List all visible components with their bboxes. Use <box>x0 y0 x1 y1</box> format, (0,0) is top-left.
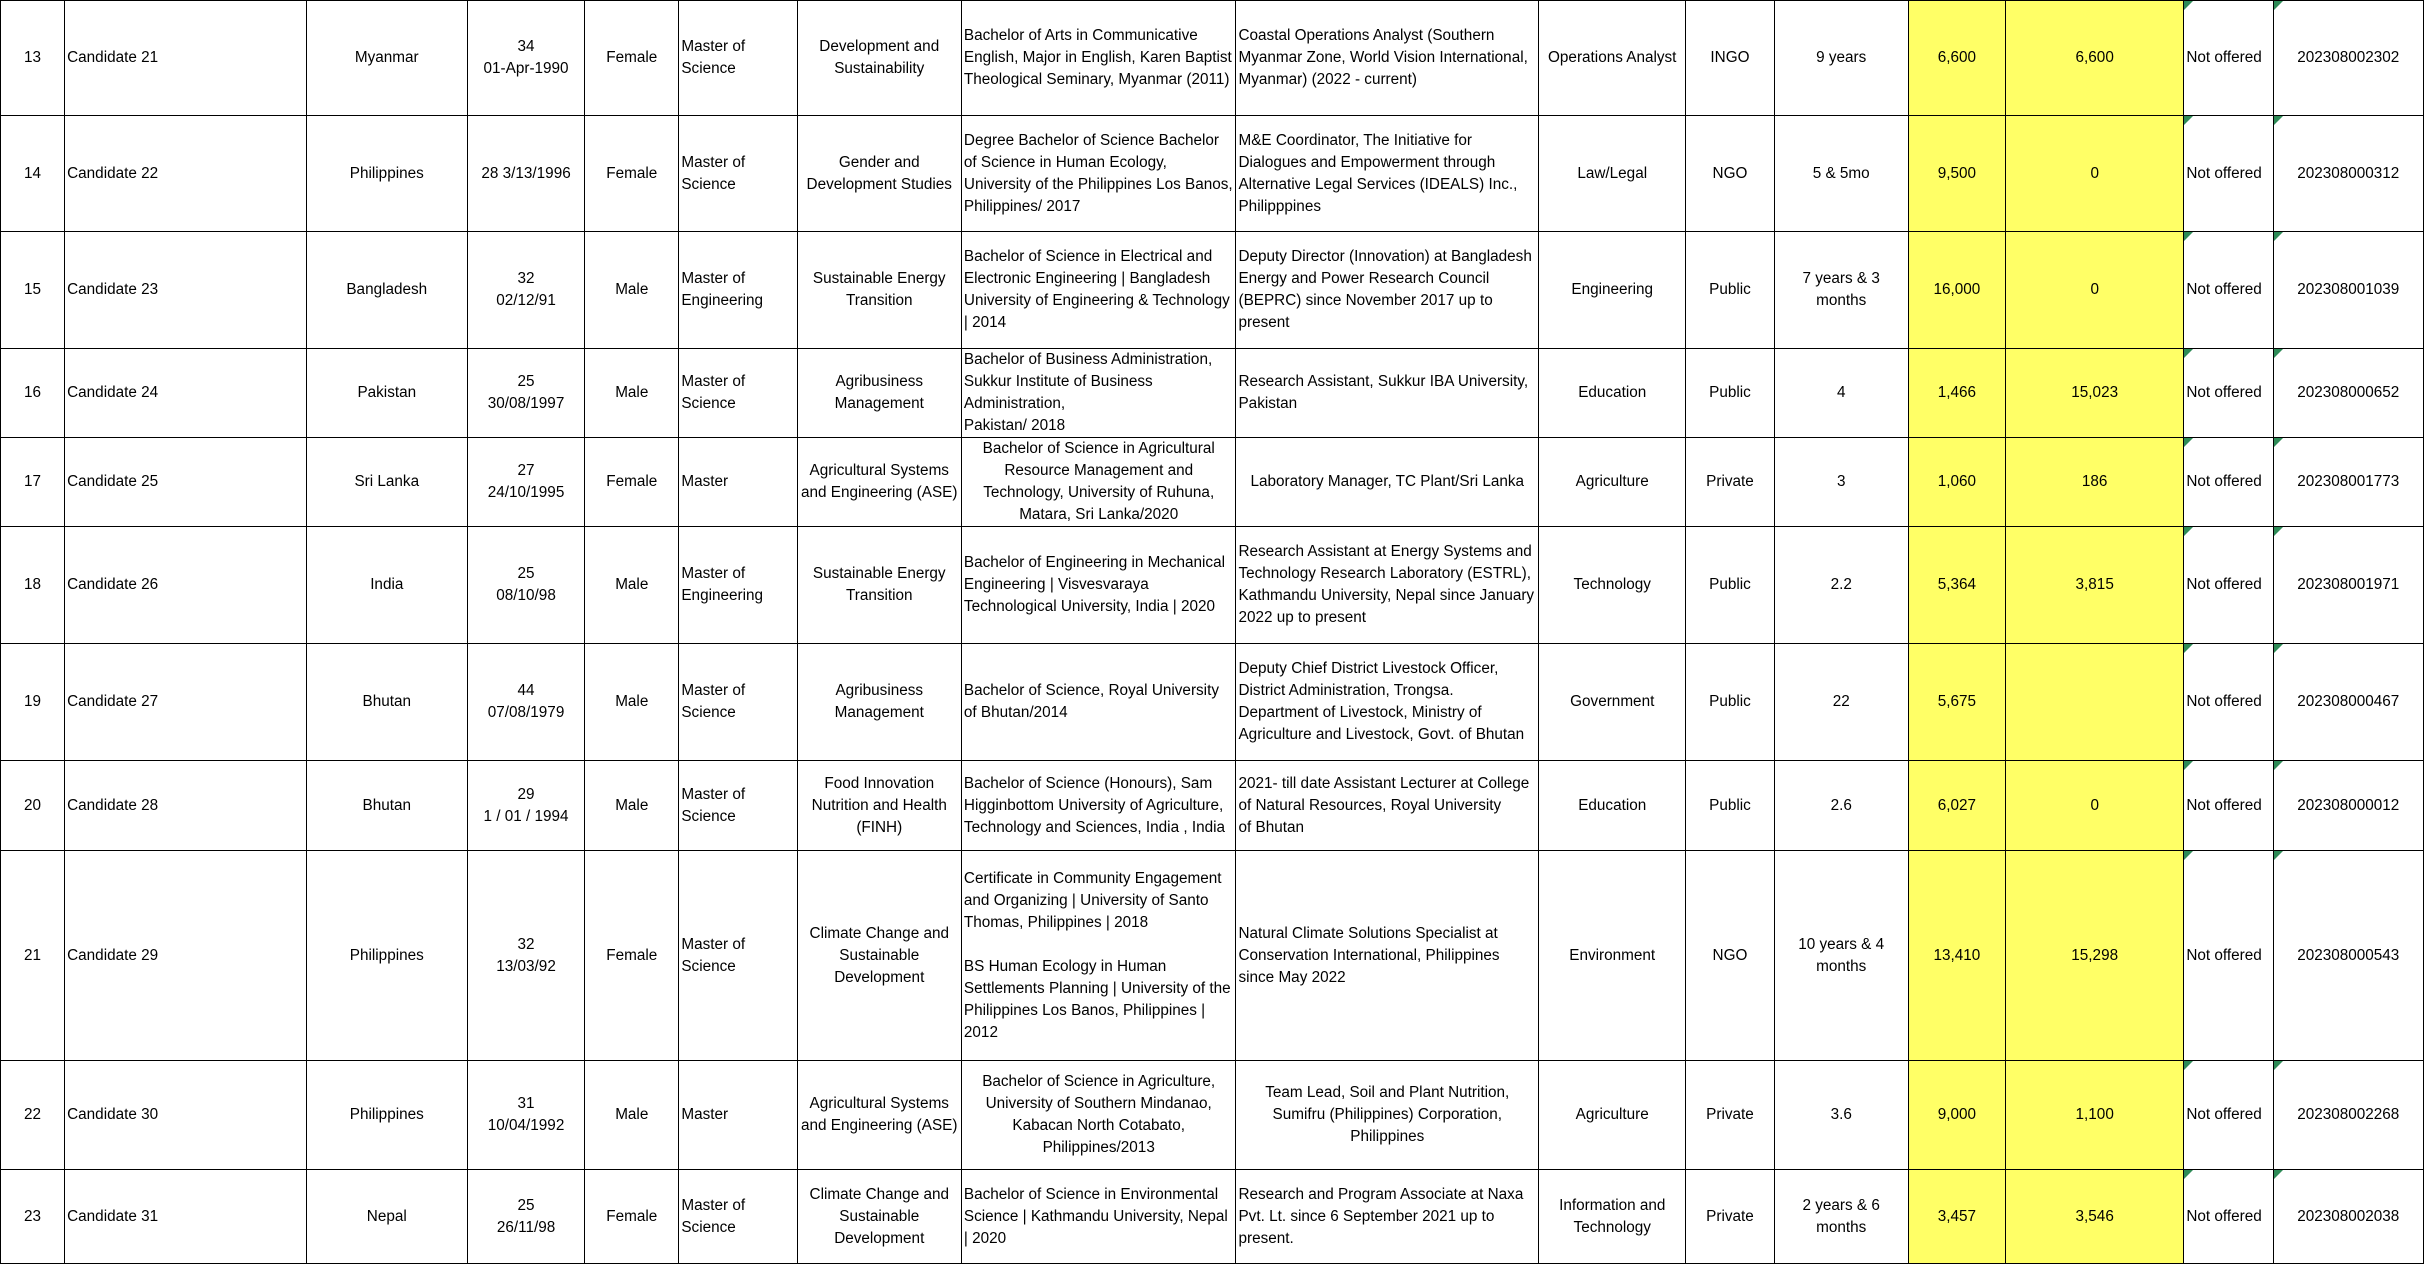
degree-cell[interactable]: Master of Science <box>679 761 797 851</box>
degree-cell[interactable]: Master of Science <box>679 116 797 232</box>
education-cell[interactable]: Bachelor of Science in Agricultural Resource Management and Technology, University of Ruhuna, Matara, Sri Lanka/2020 <box>961 438 1236 527</box>
amount1-cell[interactable]: 3,457 <box>1908 1170 2005 1264</box>
table-row <box>1 1170 2424 1264</box>
education-cell[interactable]: Bachelor of Science in Environmental Science | Kathmandu University, Nepal | 2020 <box>961 1170 1236 1264</box>
org-type-cell[interactable]: NGO <box>1686 116 1774 232</box>
program-cell[interactable]: Development and Sustainability <box>797 1 961 116</box>
degree-cell[interactable]: Master of Science <box>679 1170 797 1264</box>
position-cell[interactable]: Natural Climate Solutions Specialist at Conservation International, Philippines since May 2022 <box>1236 851 1539 1061</box>
position-cell[interactable]: Research and Program Associate at Naxa Pvt. Lt. since 6 September 2021 up to present. <box>1236 1170 1539 1264</box>
sector-cell[interactable]: Education <box>1539 349 1686 438</box>
status-cell[interactable]: Not offered <box>2184 116 2273 232</box>
amount2-cell[interactable]: 0 <box>2006 116 2184 232</box>
degree-cell[interactable]: Master of Science <box>679 644 797 761</box>
amount1-cell[interactable]: 1,466 <box>1908 349 2005 438</box>
sector-cell[interactable]: Engineering <box>1539 232 1686 349</box>
age-dob-cell[interactable]: 31 10/04/1992 <box>467 1061 584 1170</box>
status-cell[interactable]: Not offered <box>2184 761 2273 851</box>
experience-cell[interactable]: 2.6 <box>1774 761 1908 851</box>
position-cell[interactable]: Deputy Director (Innovation) at Bangladesh Energy and Power Research Council (BEPRC) since November 2017 up to present <box>1236 232 1539 349</box>
candidate-name-cell[interactable]: Candidate 27 <box>65 644 306 761</box>
position-cell[interactable]: M&E Coordinator, The Initiative for Dialogues and Empowerment through Alternative Legal Services (IDEALS) Inc., Philipppines <box>1236 116 1539 232</box>
education-cell[interactable]: Certificate in Community Engagement and Organizing | University of Santo Thomas, Philippines | 2018 BS Human Ecology in Human Settlements Planning | University of the Philippines Los Banos, Philippines | 2012 <box>961 851 1236 1061</box>
gender-cell[interactable]: Female <box>585 1170 679 1264</box>
country-cell[interactable]: Philippines <box>306 851 467 1061</box>
org-type-cell[interactable]: NGO <box>1686 851 1774 1061</box>
age-dob-cell[interactable]: 27 24/10/1995 <box>467 438 584 527</box>
age-dob-cell[interactable]: 25 30/08/1997 <box>467 349 584 438</box>
application-id-cell[interactable]: 202308000012 <box>2273 761 2423 851</box>
org-type-cell[interactable]: Public <box>1686 232 1774 349</box>
position-cell[interactable]: Laboratory Manager, TC Plant/Sri Lanka <box>1236 438 1539 527</box>
table-row <box>1 1 2424 116</box>
age-dob-cell[interactable]: 32 13/03/92 <box>467 851 584 1061</box>
candidate-name-cell[interactable]: Candidate 24 <box>65 349 306 438</box>
amount1-cell[interactable]: 6,600 <box>1908 1 2005 116</box>
status-cell[interactable]: Not offered <box>2184 1 2273 116</box>
amount1-cell[interactable]: 16,000 <box>1908 232 2005 349</box>
sector-cell[interactable]: Technology <box>1539 527 1686 644</box>
country-cell[interactable]: Bangladesh <box>306 232 467 349</box>
position-cell[interactable]: Research Assistant at Energy Systems and Technology Research Laboratory (ESTRL), Kathmandu University, Nepal since January 2022 up to present <box>1236 527 1539 644</box>
table-row <box>1 1061 2424 1170</box>
gender-cell[interactable]: Female <box>585 851 679 1061</box>
application-id-cell[interactable]: 202308000543 <box>2273 851 2423 1061</box>
experience-cell[interactable]: 9 years <box>1774 1 1908 116</box>
amount2-cell[interactable]: 0 <box>2006 232 2184 349</box>
degree-cell[interactable]: Master of Engineering <box>679 232 797 349</box>
table-row <box>1 851 2424 1061</box>
status-cell[interactable]: Not offered <box>2184 1061 2273 1170</box>
org-type-cell[interactable]: Public <box>1686 527 1774 644</box>
org-type-cell[interactable]: Private <box>1686 1170 1774 1264</box>
age-dob-cell[interactable]: 32 02/12/91 <box>467 232 584 349</box>
amount1-cell[interactable]: 13,410 <box>1908 851 2005 1061</box>
degree-cell[interactable]: Master of Science <box>679 1 797 116</box>
application-id-cell[interactable]: 202308002038 <box>2273 1170 2423 1264</box>
row-number-cell[interactable]: 14 <box>1 116 65 232</box>
table-row <box>1 761 2424 851</box>
age-dob-cell[interactable]: 25 08/10/98 <box>467 527 584 644</box>
candidate-name-cell[interactable]: Candidate 26 <box>65 527 306 644</box>
table-body <box>1 1 2424 1264</box>
application-id-cell[interactable]: 202308000652 <box>2273 349 2423 438</box>
row-number-cell[interactable]: 13 <box>1 1 65 116</box>
sector-cell[interactable]: Government <box>1539 644 1686 761</box>
amount2-cell[interactable]: 186 <box>2006 438 2184 527</box>
status-cell[interactable]: Not offered <box>2184 438 2273 527</box>
org-type-cell[interactable]: INGO <box>1686 1 1774 116</box>
table-row <box>1 349 2424 438</box>
degree-cell[interactable]: Master <box>679 438 797 527</box>
amount1-cell[interactable]: 9,500 <box>1908 116 2005 232</box>
gender-cell[interactable]: Female <box>585 1 679 116</box>
program-cell[interactable]: Gender and Development Studies <box>797 116 961 232</box>
experience-cell[interactable]: 7 years & 3 months <box>1774 232 1908 349</box>
application-id-cell[interactable]: 202308002302 <box>2273 1 2423 116</box>
position-cell[interactable]: Team Lead, Soil and Plant Nutrition, Sumifru (Philippines) Corporation, Philippines <box>1236 1061 1539 1170</box>
amount2-cell[interactable]: 6,600 <box>2006 1 2184 116</box>
amount2-cell[interactable]: 0 <box>2006 761 2184 851</box>
row-number-cell[interactable]: 17 <box>1 438 65 527</box>
gender-cell[interactable]: Female <box>585 116 679 232</box>
education-cell[interactable]: Bachelor of Science, Royal University of Bhutan/2014 <box>961 644 1236 761</box>
country-cell[interactable]: Philippines <box>306 1061 467 1170</box>
country-cell[interactable]: Bhutan <box>306 761 467 851</box>
row-number-cell[interactable]: 20 <box>1 761 65 851</box>
program-cell[interactable]: Agribusiness Management <box>797 349 961 438</box>
candidate-name-cell[interactable]: Candidate 30 <box>65 1061 306 1170</box>
country-cell[interactable]: Nepal <box>306 1170 467 1264</box>
candidate-name-cell[interactable]: Candidate 23 <box>65 232 306 349</box>
program-cell[interactable]: Climate Change and Sustainable Development <box>797 1170 961 1264</box>
position-cell[interactable]: 2021- till date Assistant Lecturer at College of Natural Resources, Royal University of Bhutan <box>1236 761 1539 851</box>
application-id-cell[interactable]: 202308001039 <box>2273 232 2423 349</box>
sector-cell[interactable]: Law/Legal <box>1539 116 1686 232</box>
degree-cell[interactable]: Master of Science <box>679 851 797 1061</box>
row-number-cell[interactable]: 16 <box>1 349 65 438</box>
country-cell[interactable]: Philippines <box>306 116 467 232</box>
status-cell[interactable]: Not offered <box>2184 644 2273 761</box>
age-dob-cell[interactable]: 44 07/08/1979 <box>467 644 584 761</box>
sector-cell[interactable]: Education <box>1539 761 1686 851</box>
gender-cell[interactable]: Male <box>585 1061 679 1170</box>
org-type-cell[interactable]: Public <box>1686 349 1774 438</box>
gender-cell[interactable]: Male <box>585 527 679 644</box>
education-cell[interactable]: Bachelor of Arts in Communicative English, Major in English, Karen Baptist Theological Seminary, Myanmar (2011) <box>961 1 1236 116</box>
candidate-name-cell[interactable]: Candidate 31 <box>65 1170 306 1264</box>
degree-cell[interactable]: Master <box>679 1061 797 1170</box>
amount2-cell[interactable]: 3,815 <box>2006 527 2184 644</box>
position-cell[interactable]: Research Assistant, Sukkur IBA University, Pakistan <box>1236 349 1539 438</box>
candidate-name-cell[interactable]: Candidate 21 <box>65 1 306 116</box>
education-cell[interactable]: Bachelor of Engineering in Mechanical Engineering | Visvesvaraya Technological University, India | 2020 <box>961 527 1236 644</box>
program-cell[interactable]: Agribusiness Management <box>797 644 961 761</box>
gender-cell[interactable]: Male <box>585 644 679 761</box>
amount2-cell[interactable] <box>2006 644 2184 761</box>
table-row <box>1 116 2424 232</box>
age-dob-cell[interactable]: 25 26/11/98 <box>467 1170 584 1264</box>
amount2-cell[interactable]: 1,100 <box>2006 1061 2184 1170</box>
row-number-cell[interactable]: 18 <box>1 527 65 644</box>
application-id-cell[interactable]: 202308002268 <box>2273 1061 2423 1170</box>
row-number-cell[interactable]: 19 <box>1 644 65 761</box>
row-number-cell[interactable]: 22 <box>1 1061 65 1170</box>
experience-cell[interactable]: 2.2 <box>1774 527 1908 644</box>
education-cell[interactable]: Bachelor of Business Administration, Sukkur Institute of Business Administration, Pakistan/ 2018 <box>961 349 1236 438</box>
amount2-cell[interactable]: 15,298 <box>2006 851 2184 1061</box>
row-number-cell[interactable]: 15 <box>1 232 65 349</box>
amount2-cell[interactable]: 3,546 <box>2006 1170 2184 1264</box>
amount1-cell[interactable]: 9,000 <box>1908 1061 2005 1170</box>
education-cell[interactable]: Bachelor of Science (Honours), Sam Higginbottom University of Agriculture, Technology and Sciences, India , India <box>961 761 1236 851</box>
sector-cell[interactable]: Agriculture <box>1539 438 1686 527</box>
sector-cell[interactable]: Agriculture <box>1539 1061 1686 1170</box>
country-cell[interactable]: Bhutan <box>306 644 467 761</box>
country-cell[interactable]: Pakistan <box>306 349 467 438</box>
org-type-cell[interactable]: Public <box>1686 644 1774 761</box>
age-dob-cell[interactable]: 34 01-Apr-1990 <box>467 1 584 116</box>
program-cell[interactable]: Climate Change and Sustainable Development <box>797 851 961 1061</box>
experience-cell[interactable]: 10 years & 4 months <box>1774 851 1908 1061</box>
status-cell[interactable]: Not offered <box>2184 851 2273 1061</box>
program-cell[interactable]: Food Innovation Nutrition and Health (FINH) <box>797 761 961 851</box>
candidate-name-cell[interactable]: Candidate 22 <box>65 116 306 232</box>
age-dob-cell[interactable]: 29 1 / 01 / 1994 <box>467 761 584 851</box>
row-number-cell[interactable]: 21 <box>1 851 65 1061</box>
sector-cell[interactable]: Operations Analyst <box>1539 1 1686 116</box>
country-cell[interactable]: Myanmar <box>306 1 467 116</box>
sector-cell[interactable]: Environment <box>1539 851 1686 1061</box>
program-cell[interactable]: Agricultural Systems and Engineering (ASE) <box>797 438 961 527</box>
experience-cell[interactable]: 2 years & 6 months <box>1774 1170 1908 1264</box>
education-cell[interactable]: Degree Bachelor of Science Bachelor of Science in Human Ecology, University of the Philippines Los Banos, Philippines/ 2017 <box>961 116 1236 232</box>
age-dob-cell[interactable]: 28 3/13/1996 <box>467 116 584 232</box>
status-cell[interactable]: Not offered <box>2184 527 2273 644</box>
position-cell[interactable]: Coastal Operations Analyst (Southern Myanmar Zone, World Vision International, Myanmar) (2022 - current) <box>1236 1 1539 116</box>
country-cell[interactable]: Sri Lanka <box>306 438 467 527</box>
org-type-cell[interactable]: Private <box>1686 438 1774 527</box>
sector-cell[interactable]: Information and Technology <box>1539 1170 1686 1264</box>
status-cell[interactable]: Not offered <box>2184 349 2273 438</box>
amount2-cell[interactable]: 15,023 <box>2006 349 2184 438</box>
application-id-cell[interactable]: 202308000467 <box>2273 644 2423 761</box>
candidate-name-cell[interactable]: Candidate 25 <box>65 438 306 527</box>
program-cell[interactable]: Sustainable Energy Transition <box>797 232 961 349</box>
amount1-cell[interactable]: 6,027 <box>1908 761 2005 851</box>
program-cell[interactable]: Sustainable Energy Transition <box>797 527 961 644</box>
application-id-cell[interactable]: 202308001971 <box>2273 527 2423 644</box>
program-cell[interactable]: Agricultural Systems and Engineering (ASE) <box>797 1061 961 1170</box>
amount1-cell[interactable]: 5,675 <box>1908 644 2005 761</box>
candidate-name-cell[interactable]: Candidate 28 <box>65 761 306 851</box>
org-type-cell[interactable]: Private <box>1686 1061 1774 1170</box>
degree-cell[interactable]: Master of Engineering <box>679 527 797 644</box>
table-row <box>1 644 2424 761</box>
amount1-cell[interactable]: 1,060 <box>1908 438 2005 527</box>
application-id-cell[interactable]: 202308001773 <box>2273 438 2423 527</box>
education-cell[interactable]: Bachelor of Science in Electrical and Electronic Engineering | Bangladesh University of Engineering & Technology | 2014 <box>961 232 1236 349</box>
education-cell[interactable]: Bachelor of Science in Agriculture, University of Southern Mindanao, Kabacan North Cotabato, Philippines/2013 <box>961 1061 1236 1170</box>
application-id-cell[interactable]: 202308000312 <box>2273 116 2423 232</box>
amount1-cell[interactable]: 5,364 <box>1908 527 2005 644</box>
candidate-name-cell[interactable]: Candidate 29 <box>65 851 306 1061</box>
table-row <box>1 527 2424 644</box>
degree-cell[interactable]: Master of Science <box>679 349 797 438</box>
experience-cell[interactable]: 4 <box>1774 349 1908 438</box>
status-cell[interactable]: Not offered <box>2184 1170 2273 1264</box>
table-row <box>1 232 2424 349</box>
country-cell[interactable]: India <box>306 527 467 644</box>
position-cell[interactable]: Deputy Chief District Livestock Officer, District Administration, Trongsa. Department of Livestock, Ministry of Agriculture and Livestock, Govt. of Bhutan <box>1236 644 1539 761</box>
experience-cell[interactable]: 3.6 <box>1774 1061 1908 1170</box>
experience-cell[interactable]: 22 <box>1774 644 1908 761</box>
gender-cell[interactable]: Male <box>585 349 679 438</box>
gender-cell[interactable]: Female <box>585 438 679 527</box>
gender-cell[interactable]: Male <box>585 232 679 349</box>
org-type-cell[interactable]: Public <box>1686 761 1774 851</box>
table-row <box>1 438 2424 527</box>
experience-cell[interactable]: 5 & 5mo <box>1774 116 1908 232</box>
status-cell[interactable]: Not offered <box>2184 232 2273 349</box>
experience-cell[interactable]: 3 <box>1774 438 1908 527</box>
gender-cell[interactable]: Male <box>585 761 679 851</box>
row-number-cell[interactable]: 23 <box>1 1170 65 1264</box>
